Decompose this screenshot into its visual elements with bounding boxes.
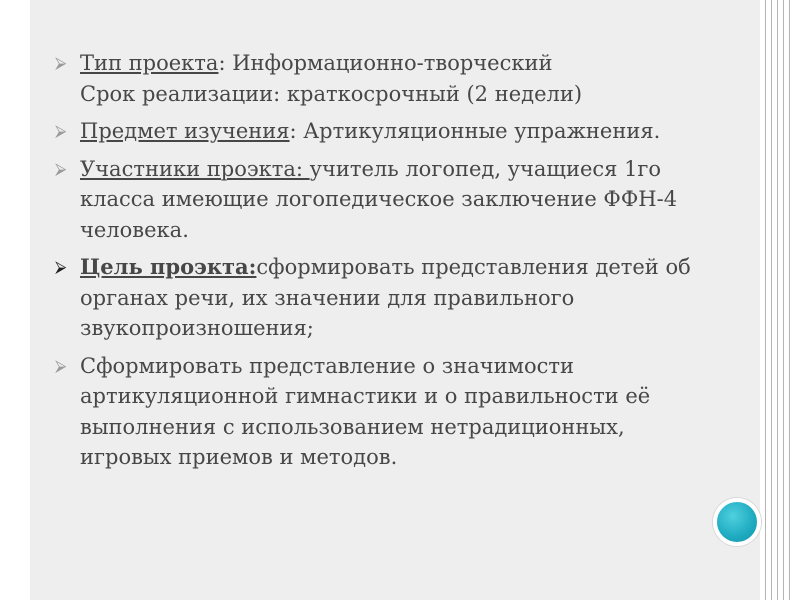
bullet-item-objective (55, 351, 715, 473)
bullet-arrow-icon: ⮚ (55, 257, 67, 276)
bullet-item-goal (55, 252, 715, 344)
bullet-item-subject (55, 116, 715, 147)
bullet-arrow-icon: ⮚ (55, 121, 67, 140)
project-duration: Срок реализации: краткосрочный (2 недели) (80, 81, 583, 106)
decorative-line (777, 0, 778, 600)
bullet-arrow-icon: ⮚ (55, 355, 67, 375)
decorative-line (789, 0, 790, 600)
project-type-line (80, 48, 715, 79)
decorative-line (765, 0, 766, 600)
participants-value: учитель логопед, учащиеся 1го класса имеющие логопедическое заключение ФФН-4 человека. (80, 156, 678, 242)
goal-value: сформировать представления детей об органах речи, их значении для правильного звукопроизношения; (80, 255, 691, 340)
bullet-arrow-icon: ⮚ (55, 158, 67, 178)
project-type-label: Тип проекта (80, 51, 219, 75)
goal-label: Цель проэкта: (80, 254, 257, 279)
project-type-value: : Информационно-творческий (218, 51, 553, 75)
subject-value: : Артикуляционные упражнения. (289, 119, 661, 143)
bullet-arrow-icon: ⮚ (55, 53, 67, 72)
subject-label: Предмет изучения (80, 119, 290, 143)
decorative-line (771, 0, 772, 600)
bullet-item-participants (55, 154, 715, 246)
decorative-line (783, 0, 784, 600)
bullet-item-project-type (55, 48, 715, 109)
slide-content (55, 48, 715, 480)
objective-text: Сформировать представление о значимости артикуляционной гимнастики и о правильности её выполнения с использованием нетрадиционных, игровых приемов и методов. (80, 353, 651, 469)
participants-label: Участники проэкта: (80, 156, 310, 181)
decorative-circle-icon (713, 498, 761, 546)
